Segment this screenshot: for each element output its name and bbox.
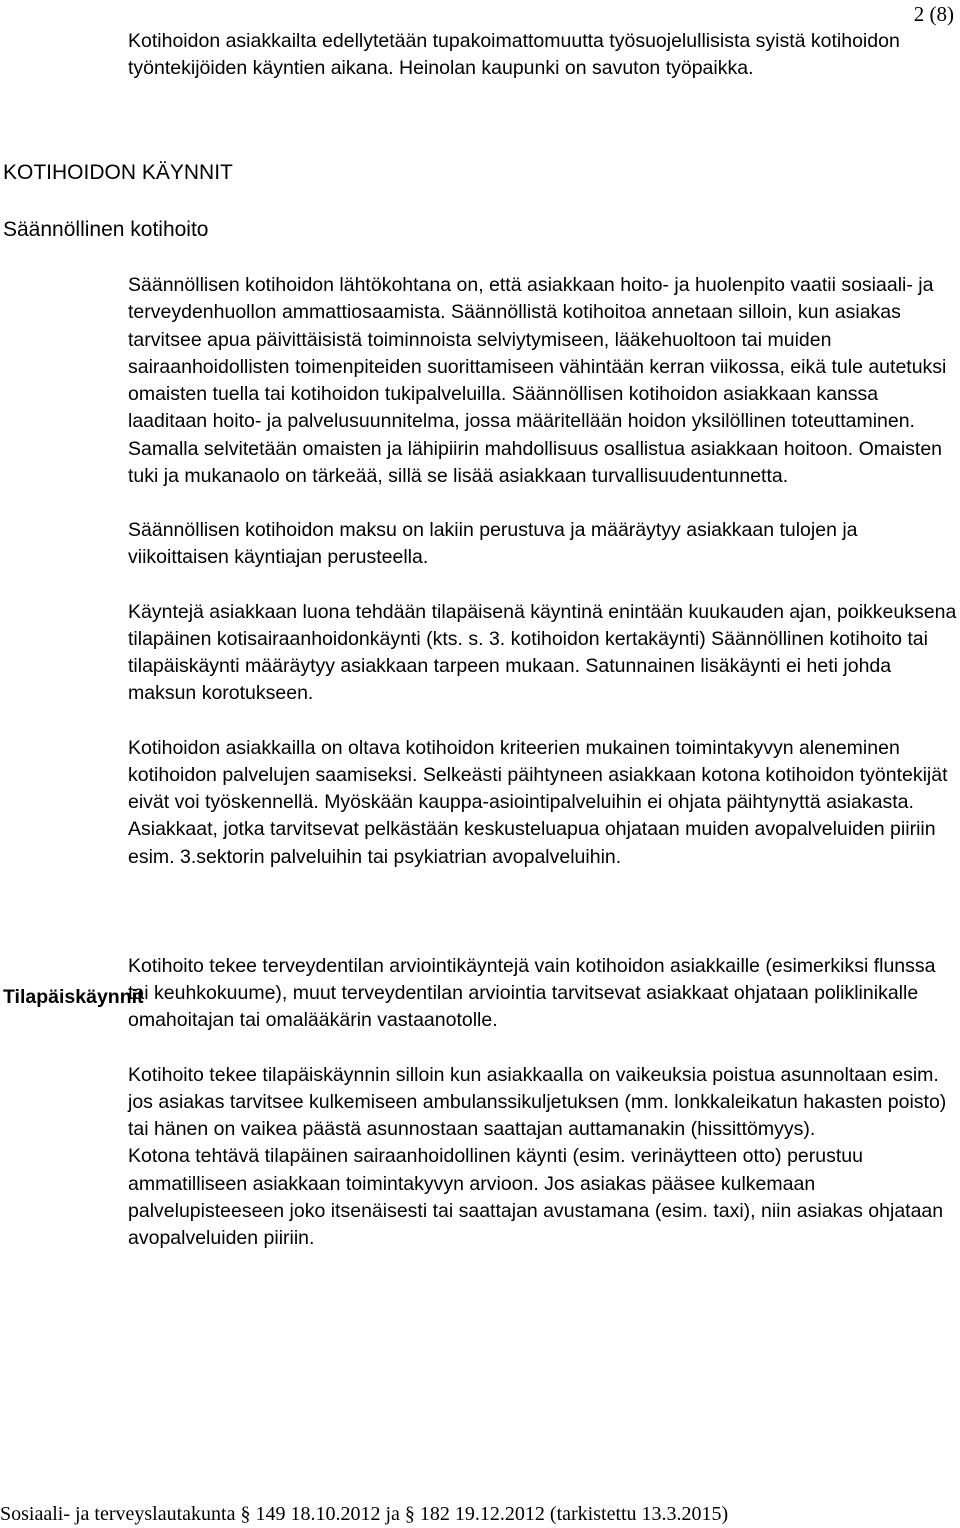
paragraph: Säännöllisen kotihoidon maksu on lakiin perustuva ja määräytyy asiakkaan tulojen ja viikoittaisen käyntiajan perusteella.	[128, 519, 858, 569]
footer: Sosiaali- ja terveyslautakunta § 149 18.10.2012 ja § 182 19.12.2012 (tarkistettu 13.3.2015)	[0, 1503, 729, 1525]
intro-paragraph: Kotihoidon asiakkailta edellytetään tupakoimattomuutta työsuojelullisista syistä kotihoidon työntekijöiden käyntien aikana. Heinolan kaupunki on savuton työpaikka.	[128, 30, 900, 80]
paragraph: Käyntejä asiakkaan luona tehdään tilapäisenä käyntinä enintään kuukauden ajan, poikkeuksena tilapäinen kotisairaanhoidonkäynti (kts. s. 3. kotihoidon kertakäynti) Säännöllinen kotihoito tai tilapäiskäynti määräytyy asiakkaan tarpeen mukaan. Satunnainen lisäkäynti ei heti johda maksun korotukseen.	[128, 600, 957, 705]
subsection-heading: Säännöllinen kotihoito	[3, 218, 209, 241]
side-label-tilapaiskaynnit: Tilapäiskäynnit	[3, 986, 144, 1008]
paragraph: Kotihoidon asiakkailla on oltava kotihoidon kriteerien mukainen toimintakyvyn aleneminen kotihoidon palvelujen saamiseksi. Selkeästi päihtyneen asiakkaan kotona kotihoidon työntekijät eivät voi työskennellä. Myöskään kauppa-asiointipalveluihin ei ohjata päihtynyttä asiakasta. Asiakkaat, jotka tarvitsevat pelkästään keskusteluapua ohjataan muiden avopalveluiden piiriin esim. 3.sektorin palveluihin tai psykiatrian avopalveluihin.	[128, 736, 948, 868]
body-text	[128, 272, 958, 1252]
paragraph: Kotona tehtävä tilapäinen sairaanhoidollinen käynti (esim. verinäytteen otto) perustuu ammatilliseen asiakkaan toimintakyvyn arvioon. Jos asiakas pääsee kulkemaan palvelupisteeseen joko itsenäisesti tai saattajan avustamana (esim. taxi), niin asiakas ohjataan avopalveluiden piiriin.	[128, 1145, 944, 1249]
paragraph: Säännöllisen kotihoidon lähtökohtana on, että asiakkaan hoito- ja huolenpito vaatii sosiaali- ja terveydenhuollon ammattiosaamista. Säännöllistä kotihoitoa annetaan silloin, kun asiakas tarvitsee apua päivittäisistä toiminnoista selviytymiseen, lääkehuoltoon tai muiden sairaanhoidollisten toimenpiteiden suorittamiseen vähintään kerran viikossa, eikä tule autetuksi omaisten tuella tai kotihoidon tukipalveluilla. Säännöllisen kotihoidon asiakkaan kanssa laaditaan hoito- ja palvelusuunnitelma, jossa määritellään hoidon yksilöllinen toteuttaminen. Samalla selvitetään omaisten ja lähipiirin mahdollisuus osallistua asiakkaan hoitoon. Omaisten tuki ja mukanaolo on tärkeää, sillä se lisää asiakkaan turvallisuudentunnetta.	[128, 274, 947, 487]
paragraph: Kotihoito tekee tilapäiskäynnin silloin kun asiakkaalla on vaikeuksia poistua asunnoltaan esim. jos asiakas tarvitsee kulkemiseen ambulanssikuljetuksen (mm. lonkkaleikatun hakasten poisto) tai hänen on vaikea päästä asunnostaan saattajan auttamanakin (hissittömyys).	[128, 1063, 947, 1140]
section-heading: KOTIHOIDON KÄYNNIT	[3, 161, 233, 184]
paragraph: Kotihoito tekee terveydentilan arviointikäyntejä vain kotihoidon asiakkaille (esimerkiksi flunssa tai keuhkokuume), muut terveydentilan arviointia tarvitsevat asiakkaat ohjataan poliklinikalle omahoitajan tai omalääkärin vastaanotolle.	[128, 954, 936, 1032]
page-number: 2 (8)	[913, 2, 954, 26]
